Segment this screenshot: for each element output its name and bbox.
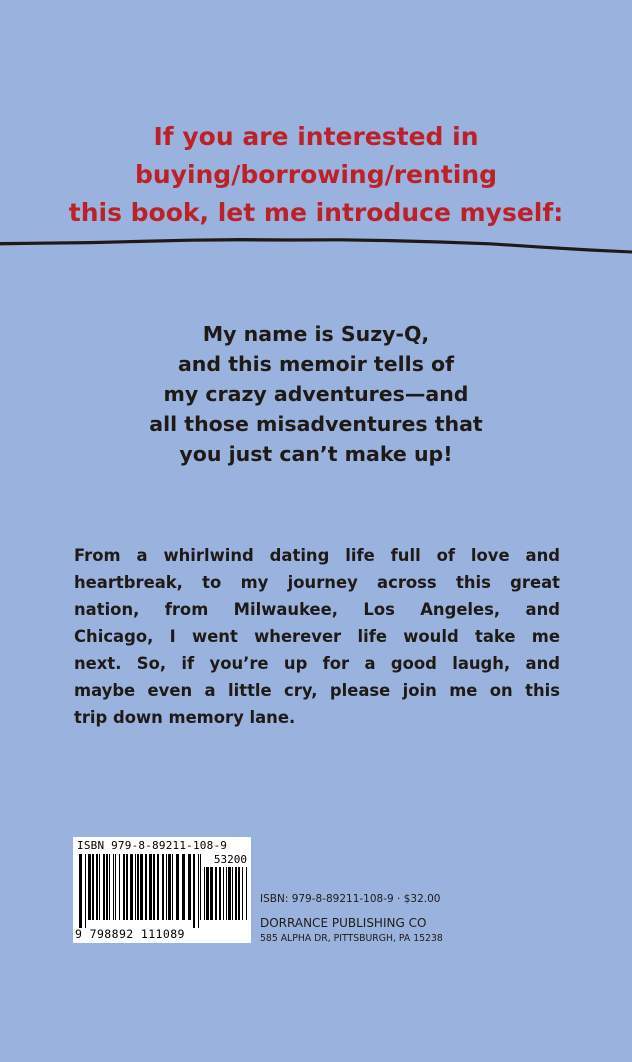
barcode-bar: [246, 867, 247, 920]
barcode-bar: [153, 854, 155, 920]
barcode-digits: 9 798892 111089: [75, 927, 185, 941]
barcode-bar: [123, 854, 125, 920]
publisher-isbn-price: ISBN: 979-8-89211-108-9 · $32.00: [260, 893, 441, 905]
barcode-bar: [242, 867, 243, 920]
barcode-bar: [162, 854, 164, 920]
intro-line-4: all those misadventures that: [149, 412, 483, 436]
barcode-bar: [88, 854, 91, 920]
barcode: [73, 837, 251, 943]
intro-line-1: My name is Suzy-Q,: [202, 322, 430, 346]
barcode-bar: [115, 854, 116, 920]
barcode-bar: [188, 854, 191, 920]
barcode-main-bars: [79, 854, 201, 928]
description-line-1: From a whirlwind dating life full of love and: [74, 546, 560, 565]
barcode-bar: [182, 854, 185, 920]
barcode-price-code: 53200: [213, 853, 247, 866]
headline-line-1: If you are interested in: [153, 122, 479, 151]
description-line-5: next. So, if you’re up for a good laugh, and: [74, 654, 560, 673]
barcode-bar: [172, 854, 173, 920]
barcode-bar: [92, 854, 94, 920]
barcode-bar: [106, 854, 108, 920]
intro-line-3: my crazy adventures—and: [163, 382, 469, 406]
barcode-bar: [206, 867, 209, 920]
barcode-bar: [103, 854, 105, 920]
barcode-bar: [109, 854, 110, 920]
barcode-addon-bars: [204, 867, 247, 928]
barcode-bar: [79, 854, 82, 928]
description-line-2: heartbreak, to my journey across this great: [74, 573, 560, 592]
barcode-bar: [219, 867, 221, 920]
headline-line-3: this book, let me introduce myself:: [68, 198, 564, 227]
barcode-bar: [198, 854, 199, 928]
description-line-3: nation, from Milwaukee, Los Angeles, and: [74, 600, 560, 619]
barcode-bar: [223, 867, 224, 920]
publisher-address: 585 ALPHA DR, PITTSBURGH, PA 15238: [260, 933, 443, 944]
barcode-bar: [149, 854, 152, 920]
barcode-bar: [126, 854, 128, 920]
description-line-4: Chicago, I went wherever life would take me: [74, 627, 560, 646]
barcode-bar: [137, 854, 139, 920]
barcode-bar: [166, 854, 167, 920]
description-line-6: maybe even a little cry, please join me on this: [74, 681, 560, 700]
barcode-bar: [96, 854, 98, 920]
divider-line: [0, 226, 632, 266]
barcode-bar: [204, 867, 205, 920]
barcode-bar: [200, 854, 201, 920]
intro-block: [0, 319, 632, 469]
barcode-bar: [85, 854, 86, 928]
barcode-bar: [228, 867, 231, 920]
barcode-bar: [210, 867, 213, 920]
headline: [0, 118, 632, 232]
barcode-isbn-label: ISBN 979-8-89211-108-9: [77, 839, 228, 852]
barcode-bar: [238, 867, 240, 920]
description-line-7: trip down memory lane.: [74, 708, 296, 727]
barcode-bar: [232, 867, 233, 920]
barcode-bar: [145, 854, 147, 920]
barcode-bar: [130, 854, 133, 920]
barcode-bar: [157, 854, 159, 920]
barcode-bar: [168, 854, 171, 920]
barcode-bar: [135, 854, 136, 920]
barcode-bar: [193, 854, 195, 928]
intro-line-2: and this memoir tells of: [177, 352, 455, 376]
barcode-bar: [226, 867, 227, 920]
barcode-bar: [235, 867, 237, 920]
intro-line-5: you just can’t make up!: [179, 442, 453, 466]
headline-line-2: buying/borrowing/renting: [134, 160, 498, 189]
barcode-bar: [119, 854, 120, 920]
description-paragraph: [74, 542, 560, 731]
barcode-bar: [176, 854, 179, 920]
publisher-name: DORRANCE PUBLISHING CO: [260, 916, 427, 930]
barcode-bar: [215, 867, 217, 920]
barcode-bar: [140, 854, 143, 920]
barcode-bar: [113, 854, 114, 920]
barcode-bar: [99, 854, 100, 920]
